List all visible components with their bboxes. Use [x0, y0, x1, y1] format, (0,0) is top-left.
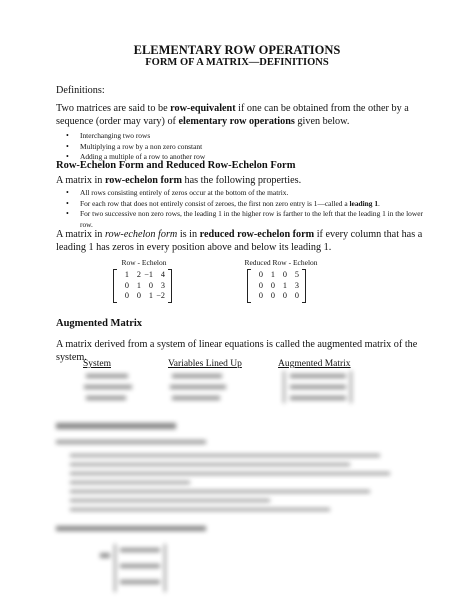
matrix-cell: 0: [258, 270, 263, 279]
matrix-cell: 1: [136, 280, 141, 290]
blurred-example-line: [56, 526, 206, 531]
row-operations-list: [56, 131, 436, 163]
matrix-cell: 1: [148, 291, 153, 300]
matrix-label-reduced: Reduced Row - Echelon: [244, 258, 318, 267]
rref-paragraph: [56, 228, 428, 254]
page-title: ELEMENTARY ROW OPERATIONS: [133, 43, 341, 57]
matrix-cell: 1: [282, 280, 287, 290]
list-item: • Multiplying a row by a non zero constant: [56, 142, 436, 153]
definitions-label: Definitions:: [56, 85, 105, 96]
matrix-cell: 1: [270, 270, 275, 279]
list-item: • For two successive non zero rows, the leading 1 in the higher row is farther to the left that the leading 1 in the lower row.: [56, 209, 426, 230]
blurred-content: [0, 368, 474, 608]
matrix-reduced-row-echelon: [247, 269, 306, 303]
matrix-label-row-echelon: Row - Echelon: [121, 258, 167, 267]
matrix-cell: 2: [136, 270, 141, 279]
matrix-cell: −1: [144, 270, 153, 279]
term-row-equivalent: row-equivalent: [170, 103, 236, 114]
term-row-echelon-form: row-echelon form: [104, 175, 182, 186]
matrix-cell: 0: [258, 280, 263, 290]
section-heading-echelon: Row-Echelon Form and Reduced Row-Echelon Form: [56, 160, 296, 171]
term-row-echelon-form: row-echelon form: [104, 229, 178, 240]
right-bracket: [168, 269, 172, 303]
matrix-cell: 0: [136, 291, 141, 300]
text-run: if one can be obtained from the other by a sequence (order may vary) of: [56, 103, 409, 127]
matrix-cell: 0: [270, 280, 275, 290]
text-run: A matrix in: [56, 229, 105, 240]
matrix-cell: 0: [124, 280, 129, 290]
matrix-cell: 0: [270, 291, 275, 300]
text-run: is in: [177, 229, 200, 240]
matrix-cell: 0: [258, 291, 263, 300]
matrix-cell: 5: [294, 270, 299, 279]
matrix-grid: [117, 269, 168, 303]
text-run: if every column that has a leading 1 has zeros in every position above and below its leading 1.: [56, 229, 423, 253]
text-run: has the following properties.: [182, 175, 302, 186]
augmented-paragraph: A matrix derived from a system of linear equations is called the augmented matrix of the system.: [56, 339, 418, 363]
ref-properties-list: [56, 188, 426, 230]
matrix-cell: −2: [156, 291, 165, 300]
section-heading-augmented: Augmented Matrix: [56, 318, 143, 329]
text-run: .: [378, 198, 380, 208]
list-item: • All rows consisting entirely of zeros occur at the bottom of the matrix.: [56, 188, 426, 199]
matrix-cell: 0: [282, 270, 287, 279]
page-subtitle: FORM OF A MATRIX—DEFINITIONS: [145, 57, 329, 68]
blurred-heading-inverse: [56, 423, 176, 429]
matrix-cell: 0: [124, 291, 129, 300]
blurred-paragraph-lines: [56, 440, 390, 511]
matrix-cell: 3: [160, 280, 165, 290]
list-item: • Interchanging two rows: [56, 131, 436, 142]
text-run: A matrix in: [56, 175, 105, 186]
text-run: Two matrices are said to be: [56, 103, 171, 114]
ref-intro: [56, 174, 301, 187]
text-run: given below.: [294, 116, 350, 127]
row-equivalent-paragraph: [56, 102, 424, 128]
list-item: • Adding a multiple of a row to another row: [56, 152, 436, 163]
matrix-cell: 4: [160, 270, 165, 279]
matrix-cell: 3: [294, 280, 299, 290]
matrix-cell: 1: [124, 270, 129, 279]
matrix-cell: 0: [294, 291, 299, 300]
term-reduced-row-echelon-form: reduced row-echelon form: [199, 229, 315, 240]
matrix-cell: 0: [148, 280, 153, 290]
column-header-augmented: Augmented Matrix: [278, 359, 351, 369]
text-run: For each row that does not entirely consist of zeroes, the first non zero entry is 1—called a: [80, 198, 350, 208]
column-header-system: System: [83, 359, 111, 369]
matrix-row-echelon: [113, 269, 172, 303]
term-elementary-row-operations: elementary row operations: [178, 116, 295, 127]
matrix-cell: 0: [282, 291, 287, 300]
right-bracket: [302, 269, 306, 303]
blurred-example-matrix: [100, 544, 166, 592]
list-item: [56, 199, 426, 210]
blurred-system-equations: [84, 371, 352, 403]
term-leading-1: leading 1: [349, 198, 379, 208]
column-header-variables: Variables Lined Up: [168, 359, 242, 369]
matrix-grid: [251, 269, 302, 303]
